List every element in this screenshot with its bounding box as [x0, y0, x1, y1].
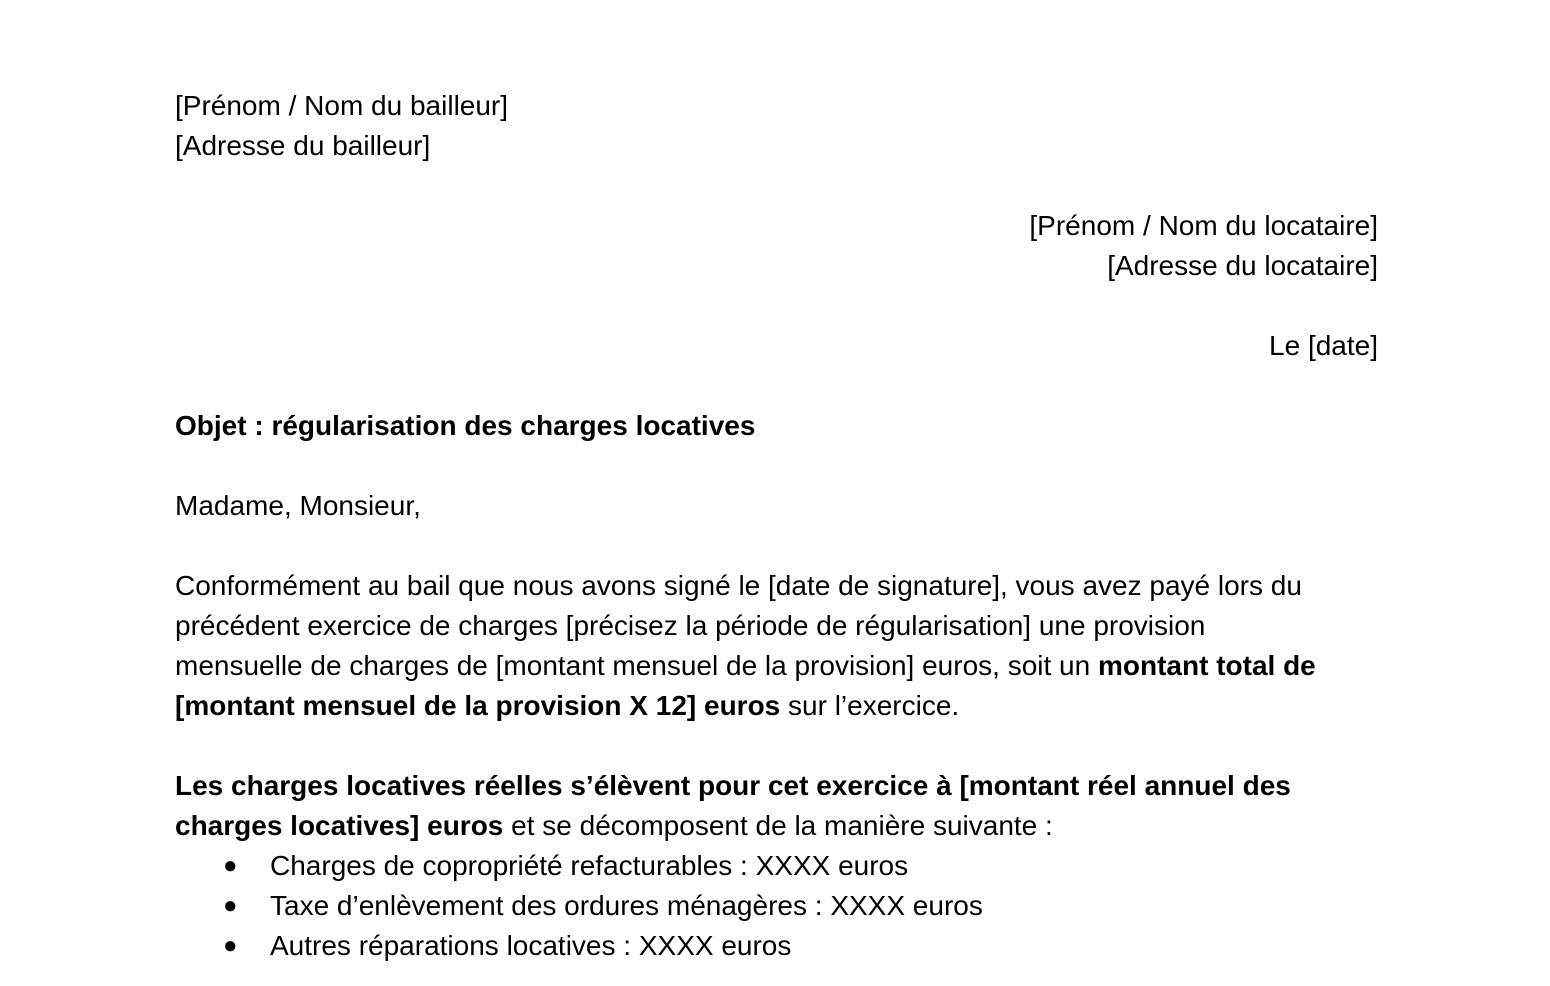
- letter-subject: Objet : régularisation des charges locatives: [175, 410, 756, 441]
- list-item: [175, 926, 1378, 966]
- bullet-icon: ●: [223, 892, 238, 919]
- list-item-label: Charges de copropriété refacturables : XXXX euros: [270, 850, 909, 881]
- paragraph-emphasis: charges locatives] euros: [175, 810, 504, 841]
- paragraph-emphasis: Les charges locatives réelles s’élèvent pour cet exercice à [montant réel annuel des: [175, 770, 1291, 801]
- spacer: [175, 366, 1378, 406]
- spacer: [175, 166, 1378, 206]
- paragraph-provision: [175, 566, 1378, 726]
- list-item: [175, 886, 1378, 926]
- list-item-label: Autres réparations locatives : XXXX euros: [270, 930, 792, 961]
- letter-page: [175, 86, 1378, 966]
- paragraph-text: et se décomposent de la manière suivante :: [503, 810, 1053, 841]
- paragraph-line: précédent exercice de charges [précisez la période de régularisation] une provision: [175, 610, 1206, 641]
- paragraph-line: [175, 646, 1378, 686]
- recipient-address: [Adresse du locataire]: [1107, 250, 1378, 281]
- paragraph-line: Conformément au bail que nous avons signé le [date de signature], vous avez payé lors du: [175, 570, 1302, 601]
- paragraph-emphasis: montant total de: [1097, 650, 1316, 681]
- paragraph-text: sur l’exercice.: [780, 690, 960, 721]
- charges-list: [175, 846, 1378, 966]
- paragraph-line: [175, 806, 1378, 846]
- paragraph-line: [175, 686, 1378, 726]
- bullet-icon: ●: [223, 932, 238, 959]
- paragraph-actual-charges: [175, 766, 1378, 846]
- spacer: [175, 286, 1378, 326]
- list-item: [175, 846, 1378, 886]
- paragraph-text: mensuelle de charges de [montant mensuel de la provision] euros, soit un: [175, 650, 1098, 681]
- salutation: Madame, Monsieur,: [175, 490, 421, 521]
- spacer: [175, 726, 1378, 766]
- recipient-name: [Prénom / Nom du locataire]: [1029, 210, 1378, 241]
- spacer: [175, 446, 1378, 486]
- bullet-icon: ●: [223, 852, 238, 879]
- sender-address: [Adresse du bailleur]: [175, 130, 431, 161]
- list-item-label: Taxe d’enlèvement des ordures ménagères : XXXX euros: [270, 890, 983, 921]
- sender-name: [Prénom / Nom du bailleur]: [175, 90, 509, 121]
- letter-date: Le [date]: [1269, 330, 1378, 361]
- spacer: [175, 526, 1378, 566]
- paragraph-emphasis: [montant mensuel de la provision X 12] euros: [175, 690, 781, 721]
